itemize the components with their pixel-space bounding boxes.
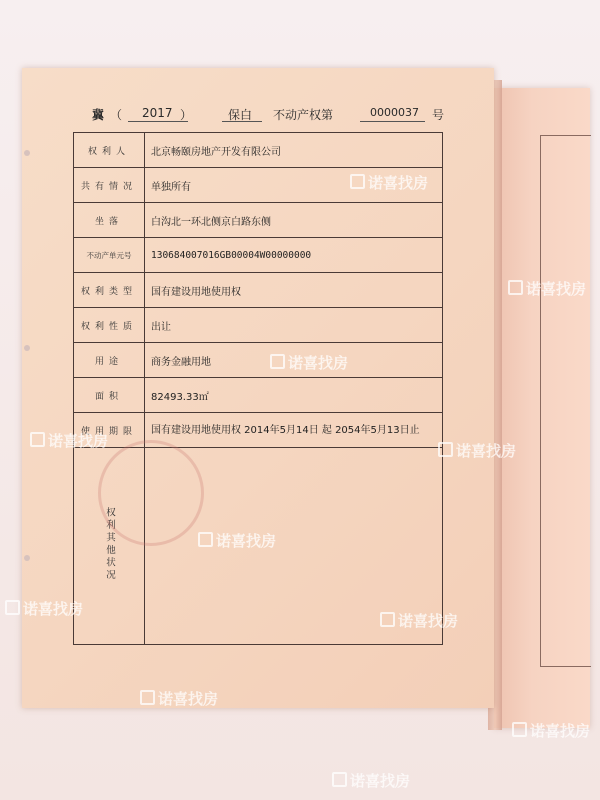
watermark-text: 诺喜找房 — [456, 442, 517, 460]
watermark — [350, 172, 428, 193]
house-icon — [512, 722, 527, 737]
label-unit-number: 不动产单元号 — [74, 238, 145, 273]
watermark-text: 诺喜找房 — [368, 174, 429, 192]
watermark — [380, 610, 458, 631]
label-area: 面积 — [74, 378, 145, 413]
table-row — [74, 308, 443, 343]
house-icon — [350, 174, 365, 189]
value-term: 国有建设用地使用权 2014年5月14日 起 2054年5月13日止 — [145, 413, 443, 448]
watermark — [512, 720, 590, 741]
punch-hole — [24, 150, 30, 156]
table-row — [74, 378, 443, 413]
value-right-type: 国有建设用地使用权 — [145, 273, 443, 308]
watermark-text: 诺喜找房 — [158, 690, 219, 708]
label-right-holder: 权利人 — [74, 133, 145, 168]
watermark-text: 诺喜找房 — [216, 532, 277, 550]
table-row — [74, 343, 443, 378]
certificate-header — [70, 100, 450, 126]
watermark-text: 诺喜找房 — [288, 354, 349, 372]
number-underline — [360, 121, 425, 122]
value-right-holder: 北京畅颐房地产开发有限公司 — [145, 133, 443, 168]
table-row — [74, 273, 443, 308]
value-location: 白沟北一环北侧京白路东侧 — [145, 203, 443, 238]
watermark-text: 诺喜找房 — [530, 722, 591, 740]
punch-hole — [24, 345, 30, 351]
county-underline — [222, 121, 262, 122]
watermark — [332, 770, 410, 791]
registration-table — [73, 132, 443, 645]
header-cert-type: 不动产权第 — [273, 108, 334, 122]
label-right-nature: 权利性质 — [74, 308, 145, 343]
table-row — [74, 413, 443, 448]
watermark — [5, 598, 83, 619]
table-row — [74, 238, 443, 273]
value-area: 82493.33㎡ — [145, 378, 443, 413]
watermark-text: 诺喜找房 — [350, 772, 411, 790]
label-location: 坐落 — [74, 203, 145, 238]
faded-seal — [98, 440, 204, 546]
header-province: 冀 — [92, 108, 105, 122]
header-year: 2017 — [142, 106, 173, 120]
house-icon — [438, 442, 453, 457]
table-row — [74, 133, 443, 168]
house-icon — [140, 690, 155, 705]
label-usage: 用途 — [74, 343, 145, 378]
table-row — [74, 203, 443, 238]
header-paren-close: ） — [180, 108, 193, 122]
label-right-type: 权利类型 — [74, 273, 145, 308]
house-icon — [380, 612, 395, 627]
punch-hole — [24, 555, 30, 561]
watermark-text: 诺喜找房 — [48, 432, 109, 450]
house-icon — [508, 280, 523, 295]
label-other-status-text: 权利其他状况 — [104, 507, 115, 582]
house-icon — [198, 532, 213, 547]
label-term: 使用期限 — [74, 413, 145, 448]
header-suffix: 号 — [432, 108, 445, 122]
watermark — [438, 440, 516, 461]
watermark — [198, 530, 276, 551]
watermark — [508, 278, 586, 299]
value-right-nature: 出让 — [145, 308, 443, 343]
label-co-ownership: 共有情况 — [74, 168, 145, 203]
value-unit-number: 130684007016GB00004W00000000 — [145, 238, 443, 273]
value-usage: 商务金融用地 — [145, 343, 443, 378]
house-icon — [30, 432, 45, 447]
header-county: 保白 — [228, 108, 253, 122]
watermark-text: 诺喜找房 — [398, 612, 459, 630]
house-icon — [270, 354, 285, 369]
house-icon — [5, 600, 20, 615]
value-co-ownership: 单独所有 — [145, 168, 443, 203]
header-paren-open: （ — [110, 108, 123, 122]
watermark — [30, 430, 108, 451]
watermark — [140, 688, 218, 709]
header-cert-number: 0000037 — [370, 106, 419, 119]
watermark — [270, 352, 348, 373]
watermark-text: 诺喜找房 — [526, 280, 587, 298]
facing-page-table-border — [540, 135, 591, 667]
watermark-text: 诺喜找房 — [23, 600, 84, 618]
house-icon — [332, 772, 347, 787]
year-underline — [128, 121, 188, 122]
